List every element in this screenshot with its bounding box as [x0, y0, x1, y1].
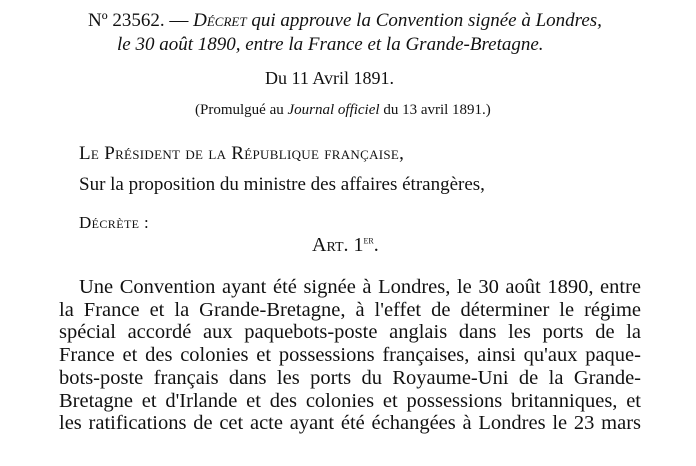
promulgation-note — [195, 102, 491, 119]
president-heading: Le Président de la République française, — [79, 143, 405, 164]
body-line: les ratifications de cet acte ayant été échangées à Londres le 23 mars — [59, 412, 641, 435]
body-line: Une Convention ayant été signée à Londres, le 30 août 1890, entre — [79, 276, 641, 298]
article-label: Art. 1 — [312, 234, 364, 256]
body-line: France et des colonies et possessions françaises, ainsi qu'aux paque- — [59, 344, 641, 367]
journal-officiel: Journal officiel — [287, 102, 380, 118]
decree-title-line-2: le 30 août 1890, entre la France et la Grande-Bretagne. — [117, 34, 544, 55]
article-body — [59, 276, 641, 435]
decree-word: Décret — [193, 10, 247, 31]
article-sup: er — [363, 234, 374, 247]
promulgation-open: (Promulgué au — [195, 102, 284, 118]
decree-number: Nº 23562. — [88, 10, 165, 31]
body-line: spécial accordé aux paquebots-poste anglais dans les ports de la — [59, 321, 641, 344]
article-heading — [312, 234, 379, 257]
title-rest: qui approuve la Convention signée à Londres, — [251, 10, 602, 31]
title-dash: — — [169, 10, 189, 31]
article-suffix: . — [373, 234, 379, 256]
body-line: Bretagne et d'Irlande et des colonies et possessions britanniques, et — [59, 389, 641, 412]
promulgation-close: du 13 avril 1891.) — [383, 102, 491, 118]
decree-date: Du 11 Avril 1891. — [265, 68, 394, 88]
body-line: la France et la Grande-Bretagne, à l'effet de déterminer le régime — [59, 298, 641, 321]
decree-title-line-1 — [88, 10, 602, 32]
body-line: bots-poste français dans les ports du Royaume-Uni de la Grande- — [59, 366, 641, 389]
proposition-line: Sur la proposition du ministre des affaires étrangères, — [79, 174, 485, 195]
decrete-heading: Décrète : — [79, 213, 150, 232]
